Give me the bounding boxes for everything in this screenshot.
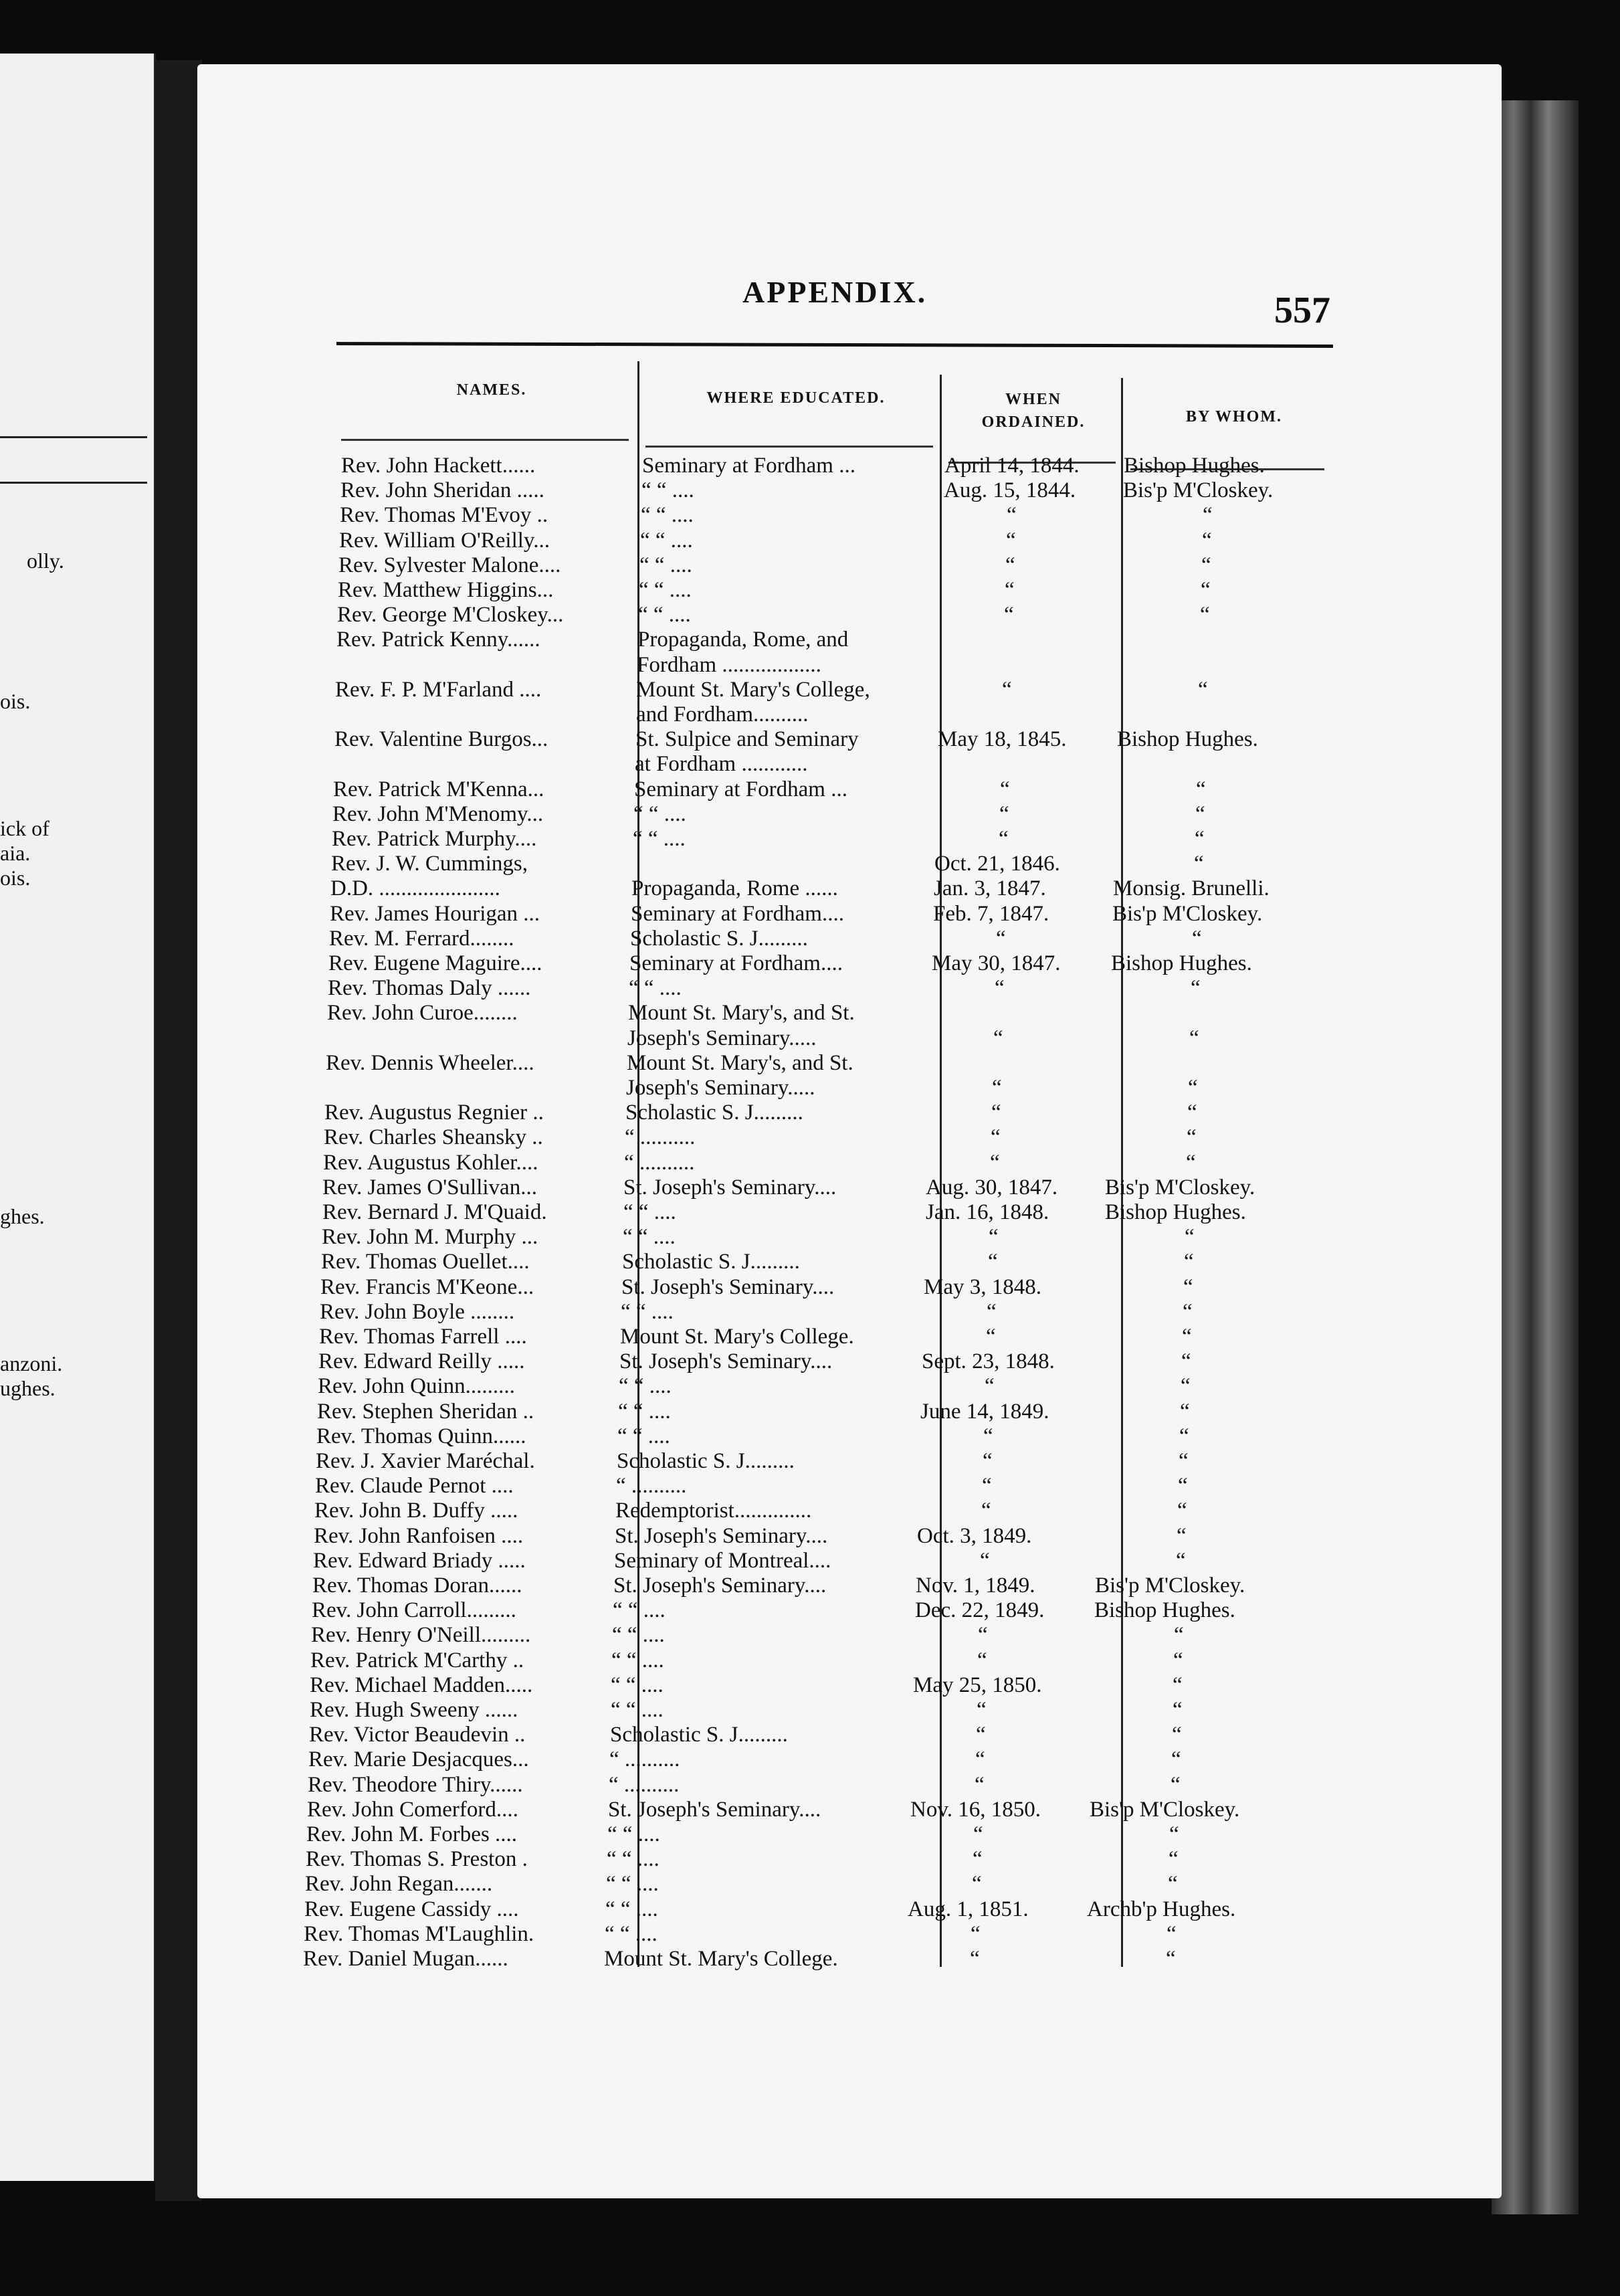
cell-educated: “ “ ....	[639, 578, 692, 602]
cell-ordained: “	[991, 1125, 1001, 1149]
cell-ordained: “	[978, 1623, 988, 1647]
cell-name: Rev. William O'Reilly...	[339, 529, 550, 553]
facing-page-fragment: ois.	[0, 866, 31, 890]
cell-name: Rev. John Hackett......	[341, 454, 536, 478]
cell-by-whom: “	[1178, 1474, 1188, 1498]
cell-ordained: Jan. 16, 1848.	[926, 1200, 1049, 1224]
cell-ordained: “	[975, 1747, 985, 1772]
facing-page-fragment: ghes.	[0, 1204, 45, 1228]
cell-educated: “ “ ....	[605, 1897, 658, 1921]
cell-name: Rev. John M'Menomy...	[332, 802, 544, 826]
cell-by-whom: “	[1201, 553, 1211, 577]
cell-by-whom: Bis'p M'Closkey.	[1112, 902, 1263, 926]
cell-educated: Scholastic S. J.........	[617, 1449, 795, 1473]
cell-educated: “ “ ....	[611, 1698, 664, 1722]
cell-educated: “ “ ....	[639, 553, 692, 577]
cell-name: Rev. Matthew Higgins...	[338, 578, 554, 602]
cell-name: Rev. Edward Briady .....	[313, 1549, 526, 1573]
cell-name: Rev. F. P. M'Farland ....	[335, 678, 542, 702]
cell-educated: “ ..........	[609, 1773, 680, 1797]
cell-educated: “ “ ....	[619, 1374, 672, 1398]
cell-educated: “ ..........	[616, 1474, 687, 1498]
cell-name: Rev. Sylvester Malone....	[338, 553, 561, 577]
cell-name: Rev. John M. Forbes ....	[306, 1822, 518, 1846]
column-header-names: NAMES.	[456, 381, 527, 399]
cell-name: Rev. Theodore Thiry......	[308, 1773, 523, 1797]
header-underline	[341, 439, 629, 441]
cell-ordained: Nov. 1, 1849.	[916, 1573, 1035, 1598]
cell-name: Rev. Claude Pernot ....	[315, 1474, 514, 1498]
cell-name: Rev. M. Ferrard........	[329, 927, 514, 951]
cell-educated: St. Joseph's Seminary....	[619, 1349, 833, 1373]
cell-by-whom: “	[1181, 1374, 1191, 1398]
cell-ordained: Aug. 1, 1851.	[908, 1897, 1029, 1921]
cell-by-whom: “	[1167, 1922, 1177, 1946]
cell-ordained: “	[987, 1300, 997, 1324]
cell-ordained: “	[1000, 777, 1010, 801]
cell-educated: “ “ ....	[633, 802, 686, 826]
cell-by-whom: “	[1184, 1250, 1194, 1274]
cell-educated: St. Joseph's Seminary....	[623, 1175, 837, 1200]
cell-name: Rev. Thomas Ouellet....	[321, 1250, 530, 1274]
cell-by-whom: “	[1187, 1101, 1197, 1125]
cell-by-whom: “	[1196, 777, 1206, 801]
cell-ordained: “	[1005, 578, 1015, 602]
facing-page-fragment: ick of	[0, 816, 49, 840]
page-edges	[1492, 100, 1579, 2214]
cell-educated: “ “ ....	[613, 1598, 666, 1622]
cell-ordained: “	[975, 1773, 985, 1797]
cell-educated: Mount St. Mary's College,	[636, 678, 870, 702]
cell-educated: “ “ ....	[641, 478, 694, 502]
cell-ordained: “	[993, 1026, 1003, 1050]
facing-page-fragment: anzoni.	[0, 1351, 63, 1375]
cell-by-whom: “	[1195, 802, 1205, 826]
cell-name: Rev. John Regan.......	[305, 1872, 493, 1896]
cell-by-whom: “	[1195, 827, 1205, 851]
cell-educated: “ “ ....	[606, 1872, 659, 1896]
cell-by-whom: “	[1181, 1349, 1191, 1373]
cell-name: Rev. Francis M'Keone...	[320, 1275, 534, 1299]
book-spine	[155, 60, 202, 2201]
cell-educated: Redemptorist..............	[615, 1499, 812, 1523]
cell-by-whom: “	[1179, 1449, 1189, 1473]
cell-educated: Fordham ..................	[637, 653, 821, 677]
cell-educated: St. Sulpice and Seminary	[635, 727, 859, 751]
cell-by-whom: “	[1183, 1275, 1193, 1299]
cell-by-whom: “	[1176, 1549, 1186, 1573]
cell-ordained: “	[983, 1424, 993, 1448]
column-header-by-whom: BY WHOM.	[1185, 408, 1282, 425]
cell-ordained: Nov. 16, 1850.	[910, 1798, 1041, 1822]
cell-by-whom: “	[1192, 927, 1202, 951]
column-header-educated: WHERE EDUCATED.	[706, 389, 886, 407]
cell-name: Rev. Patrick Kenny......	[336, 628, 540, 652]
cell-ordained: Aug. 15, 1844.	[944, 478, 1076, 502]
cell-name: Rev. Bernard J. M'Quaid.	[322, 1200, 547, 1224]
facing-page	[0, 54, 156, 2181]
cell-ordained: “	[977, 1698, 987, 1722]
cell-ordained: June 14, 1849.	[920, 1400, 1049, 1424]
cell-educated: “ ..........	[624, 1151, 695, 1175]
cell-ordained: “	[990, 1151, 1000, 1175]
column-header-ordained: WHEN ORDAINED.	[981, 391, 1086, 431]
cell-name: Rev. Augustus Regnier ..	[324, 1101, 544, 1125]
cell-by-whom: Bishop Hughes.	[1105, 1200, 1246, 1224]
cell-educated: Mount St. Mary's, and St.	[627, 1051, 853, 1075]
cell-by-whom: “	[1173, 1698, 1183, 1722]
cell-by-whom: “	[1177, 1524, 1187, 1548]
cell-by-whom: “	[1189, 1026, 1199, 1050]
cell-name: Rev. Henry O'Neill.........	[311, 1623, 531, 1647]
cell-by-whom: “	[1200, 603, 1210, 627]
cell-by-whom: Archb'p Hughes.	[1087, 1897, 1236, 1921]
running-head: APPENDIX.	[742, 275, 928, 309]
cell-educated: Seminary at Fordham ...	[634, 777, 847, 801]
cell-ordained: “	[1002, 678, 1012, 702]
cell-ordained: “	[982, 1474, 992, 1498]
cell-name: Rev. J. Xavier Maréchal.	[316, 1449, 535, 1473]
cell-name: Rev. Thomas Doran......	[312, 1573, 522, 1598]
cell-name: Rev. John Comerford....	[307, 1798, 518, 1822]
cell-educated: St. Joseph's Seminary....	[621, 1275, 835, 1299]
cell-educated: Scholastic S. J.........	[625, 1101, 803, 1125]
cell-ordained: April 14, 1844.	[944, 454, 1080, 478]
cell-by-whom: “	[1179, 1424, 1189, 1448]
cell-educated: Mount St. Mary's College.	[604, 1947, 838, 1971]
cell-ordained: Feb. 7, 1847.	[933, 902, 1049, 926]
cell-ordained: “	[995, 976, 1005, 1000]
facing-page-fragment: olly.	[27, 549, 64, 573]
cell-ordained: Oct. 21, 1846.	[934, 852, 1060, 876]
cell-ordained: Jan. 3, 1847.	[934, 876, 1046, 900]
cell-name: Rev. Dennis Wheeler....	[326, 1051, 534, 1075]
cell-educated: Seminary at Fordham....	[631, 902, 844, 926]
cell-name: Rev. James Hourigan ...	[330, 902, 540, 926]
facing-page-fragment: aia.	[0, 841, 31, 865]
cell-name: Rev. Thomas M'Evoy ..	[340, 503, 548, 527]
cell-educated: Joseph's Seminary.....	[627, 1026, 817, 1050]
cell-by-whom: “	[1169, 1822, 1179, 1846]
cell-by-whom: Bishop Hughes.	[1111, 951, 1252, 975]
cell-by-whom: “	[1171, 1773, 1181, 1797]
cell-educated: “ “ ....	[607, 1822, 660, 1846]
cell-educated: Propaganda, Rome, and	[637, 628, 849, 652]
cell-by-whom: “	[1173, 1648, 1183, 1672]
cell-educated: Scholastic S. J.........	[630, 927, 808, 951]
cell-by-whom: “	[1202, 529, 1212, 553]
cell-ordained: “	[1005, 553, 1015, 577]
cell-ordained: “	[980, 1549, 990, 1573]
cell-ordained: “	[985, 1374, 995, 1398]
cell-educated: “ “ ....	[638, 603, 691, 627]
cell-by-whom: “	[1173, 1673, 1183, 1697]
cell-name: Rev. John M. Murphy ...	[322, 1225, 538, 1249]
cell-name: Rev. Eugene Maguire....	[328, 951, 542, 975]
cell-educated: “ “ ....	[621, 1300, 674, 1324]
cell-name: Rev. Victor Beaudevin ..	[309, 1723, 526, 1747]
cell-name: Rev. Thomas Daly ......	[328, 976, 531, 1000]
cell-ordained: “	[989, 1225, 999, 1249]
cell-educated: St. Joseph's Seminary....	[615, 1524, 828, 1548]
cell-by-whom: “	[1187, 1125, 1197, 1149]
cell-ordained: “	[1004, 603, 1014, 627]
cell-name: Rev. Valentine Burgos...	[334, 727, 548, 751]
cell-educated: Mount St. Mary's, and St.	[628, 1001, 855, 1025]
cell-ordained: “	[1006, 529, 1016, 553]
cell-name: Rev. James O'Sullivan...	[322, 1175, 537, 1200]
cell-ordained: “	[1007, 503, 1017, 527]
cell-educated: Propaganda, Rome ......	[631, 876, 838, 900]
cell-educated: “ “ ....	[641, 503, 694, 527]
cell-educated: “ “ ....	[640, 529, 693, 553]
cell-by-whom: “	[1182, 1325, 1192, 1349]
cell-educated: Mount St. Mary's College.	[620, 1325, 854, 1349]
cell-educated: at Fordham ............	[635, 752, 808, 776]
cell-name: Rev. John Sheridan .....	[340, 478, 544, 502]
cell-educated: “ “ ....	[618, 1400, 671, 1424]
cell-name: Rev. Thomas Farrell ....	[319, 1325, 527, 1349]
cell-educated: St. Joseph's Seminary....	[608, 1798, 821, 1822]
cell-educated: “ “ ....	[611, 1648, 664, 1672]
cell-name: Rev. John Carroll.........	[312, 1598, 516, 1622]
cell-ordained: “	[970, 1947, 980, 1971]
cell-by-whom: “	[1188, 1076, 1198, 1100]
cell-educated: “ “ ....	[611, 1673, 664, 1697]
page-number: 557	[1274, 290, 1330, 331]
cell-ordained: “	[973, 1822, 983, 1846]
cell-by-whom: Monsig. Brunelli.	[1113, 876, 1270, 900]
cell-educated: Scholastic S. J.........	[610, 1723, 788, 1747]
cell-ordained: “	[999, 827, 1009, 851]
cell-name: Rev. Eugene Cassidy ....	[304, 1897, 519, 1921]
cell-name: Rev. Charles Sheansky ..	[324, 1125, 543, 1149]
cell-ordained: “	[976, 1723, 986, 1747]
cell-name: Rev. Marie Desjacques...	[308, 1747, 529, 1772]
cell-educated: “ “ ....	[605, 1922, 657, 1946]
cell-name: Rev. Hugh Sweeny ......	[310, 1698, 518, 1722]
cell-by-whom: “	[1171, 1747, 1181, 1772]
cell-educated: “ “ ....	[612, 1623, 665, 1647]
cell-by-whom: “	[1186, 1151, 1196, 1175]
cell-ordained: “	[996, 927, 1006, 951]
cell-ordained: “	[973, 1847, 983, 1871]
cell-ordained: May 18, 1845.	[938, 727, 1067, 751]
cell-by-whom: Bis'p M'Closkey.	[1105, 1175, 1255, 1200]
facing-page-rule	[0, 482, 147, 484]
cell-by-whom: “	[1198, 678, 1208, 702]
cell-by-whom: “	[1201, 578, 1211, 602]
facing-page-fragment: ughes.	[0, 1376, 56, 1400]
cell-educated: “ ..........	[609, 1747, 680, 1772]
cell-name: Rev. John Quinn.........	[318, 1374, 515, 1398]
cell-educated: “ “ ....	[623, 1225, 676, 1249]
cell-name: Rev. Daniel Mugan......	[303, 1947, 508, 1971]
cell-ordained: “	[983, 1449, 993, 1473]
cell-name: Rev. Michael Madden.....	[310, 1673, 533, 1697]
cell-ordained: Oct. 3, 1849.	[917, 1524, 1032, 1548]
cell-by-whom: Bis'p M'Closkey.	[1095, 1573, 1245, 1598]
cell-ordained: “	[986, 1325, 996, 1349]
cell-ordained: “	[999, 802, 1009, 826]
cell-educated: “ “ ....	[633, 827, 686, 851]
facing-page-rule	[0, 436, 147, 438]
cell-name: Rev. Patrick M'Carthy ..	[310, 1648, 524, 1672]
cell-by-whom: “	[1168, 1872, 1178, 1896]
cell-ordained: “	[971, 1922, 981, 1946]
cell-educated: Joseph's Seminary.....	[626, 1076, 815, 1100]
cell-name: Rev. J. W. Cummings,	[331, 852, 528, 876]
cell-ordained: May 30, 1847.	[932, 951, 1061, 975]
column-separator	[940, 375, 942, 1967]
cell-by-whom: “	[1177, 1499, 1187, 1523]
cell-by-whom: “	[1174, 1623, 1184, 1647]
cell-name: Rev. Thomas M'Laughlin.	[304, 1922, 534, 1946]
cell-educated: “ “ ....	[607, 1847, 660, 1871]
cell-name: Rev. Thomas Quinn......	[316, 1424, 526, 1448]
cell-by-whom: Bishop Hughes.	[1094, 1598, 1235, 1622]
cell-ordained: “	[981, 1499, 991, 1523]
cell-educated: and Fordham..........	[636, 702, 809, 727]
cell-name: Rev. Thomas S. Preston .	[306, 1847, 528, 1871]
cell-ordained: “	[992, 1076, 1002, 1100]
cell-ordained: May 25, 1850.	[913, 1673, 1042, 1697]
cell-name: Rev. John Curoe........	[327, 1001, 518, 1025]
cell-ordained: Aug. 30, 1847.	[926, 1175, 1058, 1200]
cell-educated: Seminary of Montreal....	[614, 1549, 831, 1573]
cell-educated: “ “ ....	[629, 976, 682, 1000]
cell-educated: Seminary at Fordham....	[629, 951, 843, 975]
cell-ordained: Dec. 22, 1849.	[915, 1598, 1045, 1622]
cell-by-whom: “	[1183, 1300, 1193, 1324]
cell-ordained: Sept. 23, 1848.	[922, 1349, 1055, 1373]
cell-ordained: “	[991, 1101, 1001, 1125]
cell-name: Rev. Edward Reilly .....	[318, 1349, 525, 1373]
cell-name: Rev. George M'Closkey...	[337, 603, 564, 627]
cell-by-whom: “	[1166, 1947, 1176, 1971]
cell-by-whom: “	[1180, 1400, 1190, 1424]
cell-name: Rev. Augustus Kohler....	[323, 1151, 538, 1175]
cell-ordained: May 3, 1848.	[924, 1275, 1041, 1299]
cell-by-whom: “	[1191, 976, 1201, 1000]
cell-name: D.D. ......................	[330, 876, 500, 900]
cell-educated: St. Joseph's Seminary....	[613, 1573, 827, 1598]
cell-name: Rev. John Ranfoisen ....	[314, 1524, 524, 1548]
cell-ordained: “	[977, 1648, 987, 1672]
cell-name: Rev. Patrick Murphy....	[332, 827, 537, 851]
cell-by-whom: “	[1185, 1225, 1195, 1249]
cell-by-whom: “	[1172, 1723, 1182, 1747]
cell-name: Rev. Stephen Sheridan ..	[317, 1400, 534, 1424]
cell-educated: Scholastic S. J.........	[622, 1250, 800, 1274]
cell-ordained: “	[988, 1250, 998, 1274]
cell-by-whom: Bishop Hughes.	[1124, 454, 1265, 478]
cell-educated: “ “ ....	[617, 1424, 670, 1448]
cell-by-whom: “	[1194, 852, 1204, 876]
cell-educated: “ “ ....	[623, 1200, 676, 1224]
cell-by-whom: Bishop Hughes.	[1117, 727, 1258, 751]
column-separator	[1121, 378, 1123, 1967]
cell-name: Rev. John Boyle ........	[320, 1300, 515, 1324]
cell-by-whom: Bis'p M'Closkey.	[1123, 478, 1274, 502]
cell-educated: “ ..........	[625, 1125, 696, 1149]
cell-by-whom: “	[1169, 1847, 1179, 1871]
cell-by-whom: Bis'p M'Closkey.	[1090, 1798, 1240, 1822]
cell-educated: Seminary at Fordham ...	[642, 454, 855, 478]
facing-page-fragment: ois.	[0, 689, 31, 713]
cell-name: Rev. Patrick M'Kenna...	[333, 777, 544, 801]
cell-by-whom: “	[1203, 503, 1213, 527]
cell-ordained: “	[972, 1872, 982, 1896]
cell-name: Rev. John B. Duffy .....	[314, 1499, 518, 1523]
header-underline	[645, 446, 933, 448]
